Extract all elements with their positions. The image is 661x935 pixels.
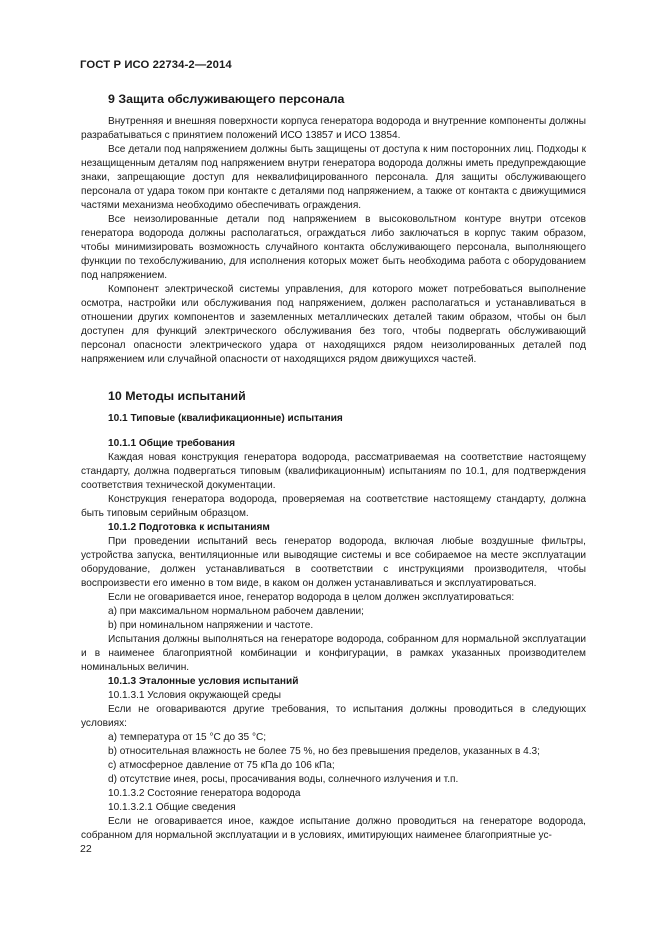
list-item: b) относительная влажность не более 75 %, но без превышения пределов, указанных в 4.3; <box>108 746 540 757</box>
page-content <box>81 89 586 843</box>
section-10-1-1-title: 10.1.1 Общие требования <box>108 438 235 449</box>
list-item: b) при номинальном напряжении и частоте. <box>108 620 314 631</box>
section-10-1-title: 10.1 Типовые (квалификационные) испытания <box>108 413 343 424</box>
section-10-1-2-title: 10.1.2 Подготовка к испытаниям <box>108 522 270 533</box>
paragraph: Если не оговаривается иное, каждое испытание должно проводиться на генераторе водорода, собранном для нормальной эксплуатации и в условиях, имитирующих наименее благоприятные ус- <box>81 816 586 841</box>
section-10-1-3-1-title: 10.1.3.1 Условия окружающей среды <box>108 690 282 701</box>
page-number: 22 <box>80 843 92 855</box>
standard-header: ГОСТ Р ИСО 22734-2—2014 <box>80 59 232 71</box>
list-item: с) атмосферное давление от 75 кПа до 106 кПа; <box>108 760 335 771</box>
paragraph: Каждая новая конструкция генератора водорода, рассматриваемая на соответствие настоящему стандарту, должна подвергаться типовым (квалификационным) испытаниям по 10.1, для подтверждения соответствия технической документации. <box>81 452 586 491</box>
section-9-paragraph: Компонент электрической системы управления, для которого может потребоваться выполнение осмотра, настройки или обслуживания под напряжением, должен располагаться и устанавливаться в отношении других компонентов и заземленных металлических деталей таким образом, чтобы он был доступен для функций электрического обслуживания без того, чтобы подвергать обслуживающий персонал опасности электрического удара от находящихся рядом неизолированных деталей под напряжением или случайной опасности от находящихся рядом движущихся частей. <box>81 284 586 365</box>
section-10-1-3-title: 10.1.3 Эталонные условия испытаний <box>108 676 299 687</box>
list-item: а) при максимальном нормальном рабочем давлении; <box>108 606 364 617</box>
paragraph: Если не оговариваются другие требования, то испытания должны проводиться в следующих условиях: <box>81 704 586 729</box>
section-9-paragraph: Все неизолированные детали под напряжением в высоковольтном контуре внутри отсеков генератора водорода должны располагаться, ограждаться либо заключаться в корпус таким образом, чтобы минимизировать возможность случайного контакта обслуживающего персонала, выполняющего функции по техобслуживанию, для исполнения которых может быть необходима работа с оборудованием под напряжением. <box>81 214 586 281</box>
section-10-1-3-2-1-title: 10.1.3.2.1 Общие сведения <box>108 802 236 813</box>
paragraph: Конструкция генератора водорода, проверяемая на соответствие настоящему стандарту, должна быть типовым серийным образцом. <box>81 494 586 519</box>
paragraph: Испытания должны выполняться на генераторе водорода, собранном для нормальной эксплуатации и в наименее благоприятной комбинации и конфигурации, в рамках указанных производителем номинальных величин. <box>81 634 586 673</box>
section-9-title: 9 Защита обслуживающего персонала <box>108 92 345 106</box>
paragraph: Если не оговаривается иное, генератор водорода в целом должен эксплуатироваться: <box>108 592 515 603</box>
list-item: а) температура от 15 °С до 35 °С; <box>108 732 267 743</box>
list-item: d) отсутствие инея, росы, просачивания воды, солнечного излучения и т.п. <box>108 774 459 785</box>
section-10-title: 10 Методы испытаний <box>108 389 246 403</box>
section-10-1-3-2-title: 10.1.3.2 Состояние генератора водорода <box>108 788 301 799</box>
section-9-paragraph: Все детали под напряжением должны быть защищены от доступа к ним посторонних лиц. Подходы к незащищенным деталям под напряжением внутри генератора водорода должны иметь предупреждающие знаки, запрещающие доступ для неквалифицированного персонала. Для защиты обслуживающего персонала от удара током при контакте с деталями под напряжением, а также от контакта с движущимися частями механизма необходимо обеспечивать ограждения. <box>81 144 586 211</box>
paragraph: При проведении испытаний весь генератор водорода, включая любые воздушные фильтры, устройства запуска, вентиляционные или выводящие системы и все собираемое на месте эксплуатации оборудование, должен устанавливаться в соответствии с инструкциями производителя, чтобы воспроизвести его именно в том виде, в каком он должен устанавливаться и эксплуатироваться. <box>81 536 586 589</box>
section-9-paragraph: Внутренняя и внешняя поверхности корпуса генератора водорода и внутренние компоненты должны разрабатываться с принятием положений ИСО 13857 и ИСО 13854. <box>81 116 586 141</box>
